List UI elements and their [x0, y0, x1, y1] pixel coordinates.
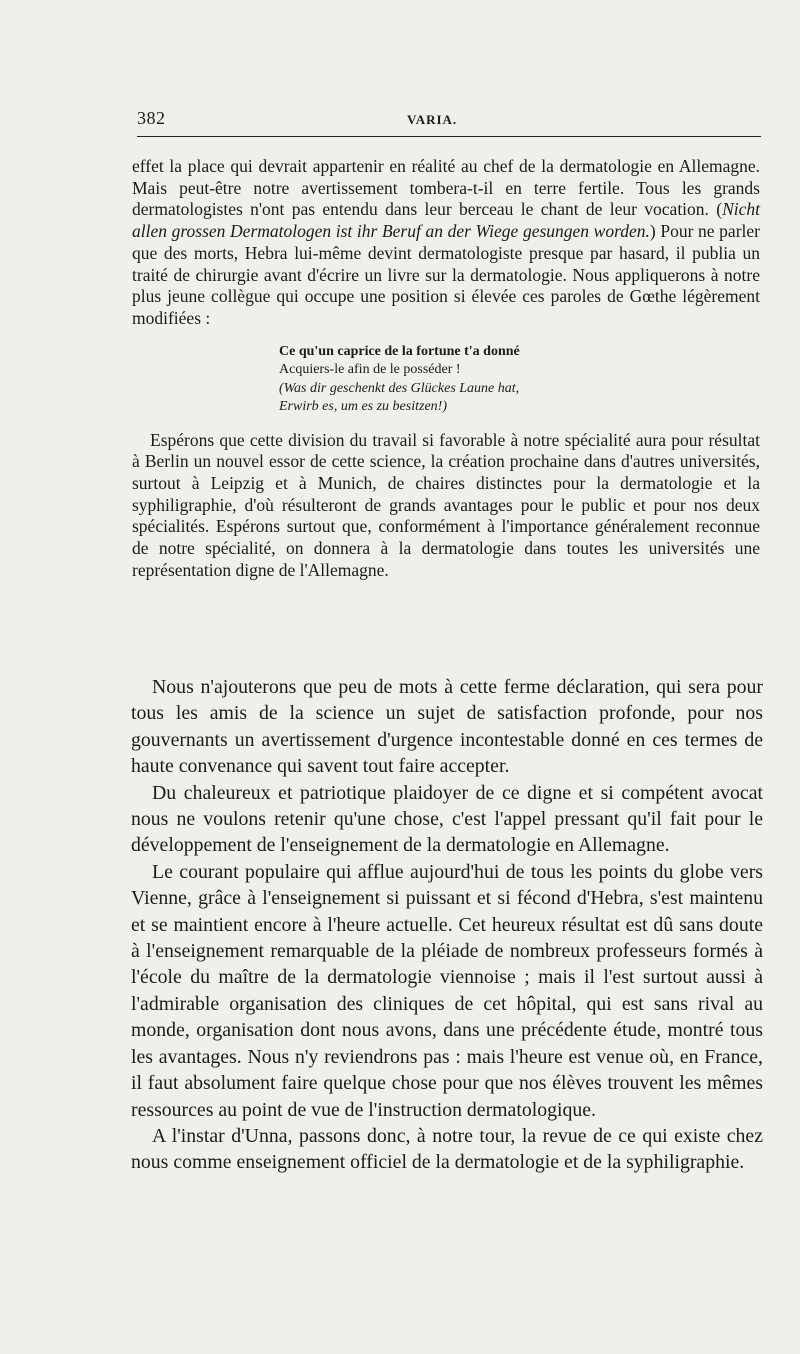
quoted-paragraph-1: [132, 156, 760, 330]
page-number: 382: [137, 108, 166, 128]
quoted-paragraph-2: Espérons que cette division du travail si favorable à notre spécialité aura pour résultat à Berlin un nouvel essor de cette science, la création prochaine dans d'autres universités, surtout à Leipzig et à Munich, de chaires distinctes pour la dermatologie et la syphiligraphie, d'où résulteront de grands avantages pour le public et pour nos deux spécialités. Espérons surtout que, conformément à l'importance généralement reconnue de notre spécialité, on donnera à la dermatologie dans toutes les universités une représentation digne de l'Allemagne.: [132, 429, 760, 580]
verse-line: Ce qu'un caprice de la fortune t'a donné: [279, 343, 520, 359]
verse-line: Acquiers-le afin de le posséder !: [279, 362, 461, 378]
body-paragraph: Du chaleureux et patriotique plaidoyer de ce digne et si compétent avocat nous ne voulons retenir qu'une chose, c'est l'appel pressant qu'il fait pour le développement de l'enseignement de la dermatologie en Allemagne.: [131, 781, 763, 857]
page-header: [137, 106, 761, 137]
german-quote: Nicht allen grossen Dermatologen ist ihr Beruf an der Wiege gesungen worden.: [132, 199, 760, 242]
body-paragraph: A l'instar d'Unna, passons donc, à notre tour, la revue de ce qui existe chez nous comme enseignement officiel de la dermatologie et de la syphiligraphie.: [131, 1124, 763, 1174]
running-title: VARIA.: [407, 112, 458, 127]
paragraph-text: effet la place qui devrait appartenir en réalité au chef de la dermatologie en Allemagne. Mais peut-être notre avertissement tombera-t-il en terre fertile. Tous les grands dermatologistes n'ont pas entendu dans leur berceau le chant de leur vocation. (: [132, 156, 760, 220]
main-text-block: [131, 674, 763, 1176]
verse-line: (Was dir geschenkt des Glückes Laune hat,: [279, 380, 520, 396]
verse-line: Erwirb es, um es zu besitzen!): [279, 399, 447, 415]
quoted-text-block: [132, 156, 760, 582]
body-paragraph: Nous n'ajouterons que peu de mots à cette ferme déclaration, qui sera pour tous les amis de la science un sujet de satisfaction profonde, pour nos gouvernants un avertissement d'urgence incontestable donné en ces termes de haute convenance qui savent tout faire accepter.: [131, 676, 763, 778]
body-paragraph: Le courant populaire qui afflue aujourd'hui de tous les points du globe vers Vienne, grâce à l'enseignement si puissant et si fécond d'Hebra, s'est maintenu et se maintient encore à l'heure actuelle. Cet heureux résultat est dû sans doute à l'enseignement remarquable de la pléiade de nombreux professeurs formés à l'école du maître de la dermatologie viennoise ; mais il l'est surtout aussi à l'admirable organisation des cliniques de cet hôpital, qui est sans rival au monde, organisation dont nous avons, dans une précédente étude, montré tous les avantages. Nous n'y reviendrons pas : mais l'heure est venue où, en France, il faut absolument faire quelque chose pour que nos élèves trouvent les mêmes ressources au point de vue de l'instruction dermatologique.: [131, 860, 763, 1121]
paragraph-text: ) Pour ne parler que des morts, Hebra lui-même devint dermatologiste presque par hasard, il publia un traité de chirurgie avant d'écrire un livre sur la dermatologie. Nous appliquerons à notre plus jeune collègue qui occupe une position si élevée ces paroles de Gœthe légèrement modifiées :: [132, 221, 760, 328]
goethe-verse: [279, 343, 760, 417]
